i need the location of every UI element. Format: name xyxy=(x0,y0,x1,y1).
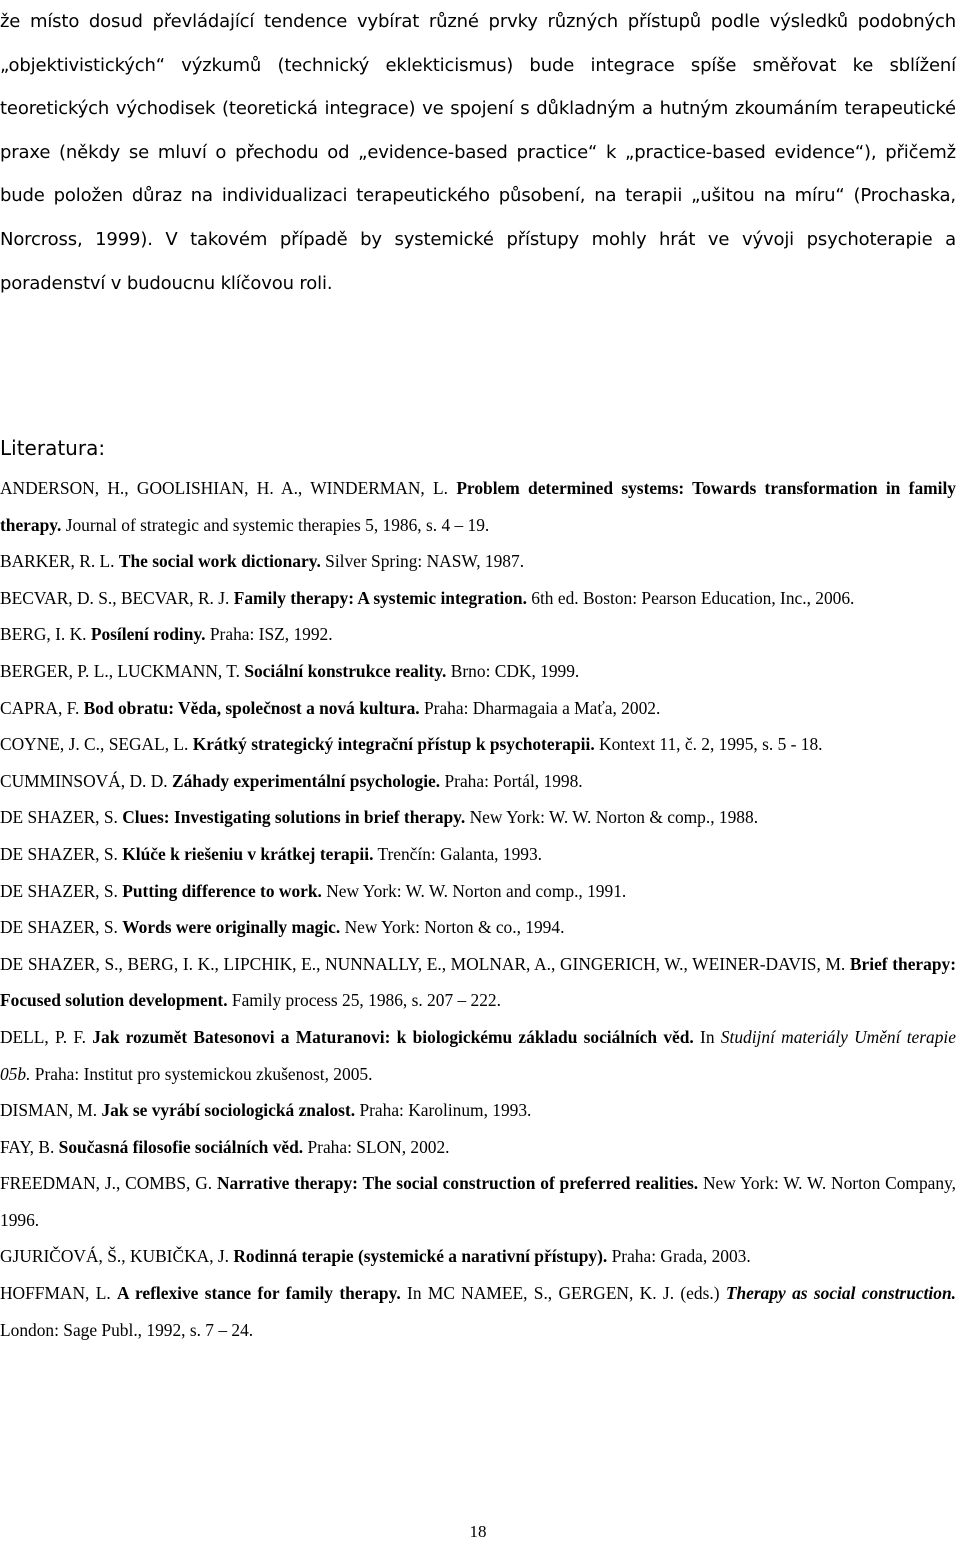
reference-authors: BECVAR, D. S., BECVAR, R. J. xyxy=(0,587,230,608)
reference-authors: DE SHAZER, S. xyxy=(0,843,118,864)
reference-in: In MC NAMEE, S., GERGEN, K. J. (eds.) xyxy=(407,1283,720,1304)
reference-publication: New York: Norton & co., 1994. xyxy=(344,917,565,938)
reference-title: Jak se vyrábí sociologická znalost. xyxy=(101,1100,356,1121)
reference-publication: Praha: SLON, 2002. xyxy=(307,1136,450,1157)
reference-publication: London: Sage Publ., 1992, s. 7 – 24. xyxy=(0,1319,254,1340)
reference-title: Posílení rodiny. xyxy=(90,624,206,645)
reference-authors: DELL, P. F. xyxy=(0,1026,87,1047)
reference-authors: CAPRA, F. xyxy=(0,697,80,718)
reference-item xyxy=(0,1019,956,1092)
reference-publication: Praha: ISZ, 1992. xyxy=(209,624,333,645)
reference-item xyxy=(0,726,956,763)
reference-title: The social work dictionary. xyxy=(118,551,321,572)
page-number: 18 xyxy=(469,1522,487,1541)
reference-publication: New York: W. W. Norton and comp., 1991. xyxy=(326,880,627,901)
reference-authors: FREEDMAN, J., COMBS, G. xyxy=(0,1173,213,1194)
reference-item xyxy=(0,873,956,910)
reference-authors: BERGER, P. L., LUCKMANN, T. xyxy=(0,660,240,681)
reference-authors: HOFFMAN, L. xyxy=(0,1283,111,1304)
reference-title: Brief therapy: Focused solution development. xyxy=(0,953,956,1011)
reference-title: A reflexive stance for family therapy. xyxy=(117,1283,401,1304)
reference-authors: BARKER, R. L. xyxy=(0,551,115,572)
reference-authors: CUMMINSOVÁ, D. D. xyxy=(0,770,168,791)
reference-item xyxy=(0,836,956,873)
reference-publication: 6th ed. Boston: Pearson Education, Inc., 2006. xyxy=(531,587,855,608)
references-heading: Literatura: xyxy=(0,436,106,460)
reference-item xyxy=(0,799,956,836)
reference-publication: New York: W. W. Norton & comp., 1988. xyxy=(469,807,759,828)
reference-item xyxy=(0,580,956,617)
reference-authors: DISMAN, M. xyxy=(0,1100,98,1121)
reference-title: Krátký strategický integrační přístup k psychoterapii. xyxy=(192,734,595,755)
reference-source-title: Studijní materiály Umění terapie 05b. xyxy=(0,1026,956,1084)
reference-publication: Praha: Grada, 2003. xyxy=(611,1246,751,1267)
reference-authors: DE SHAZER, S., BERG, I. K., LIPCHIK, E., NUNNALLY, E., MOLNAR, A., GINGERICH, W., WEINER-DAVIS, M. xyxy=(0,953,846,974)
reference-title: Současná filosofie sociálních věd. xyxy=(58,1136,304,1157)
reference-title: Putting difference to work. xyxy=(122,880,322,901)
reference-publication: Kontext 11, č. 2, 1995, s. 5 - 18. xyxy=(599,734,823,755)
reference-publication: Family process 25, 1986, s. 207 – 222. xyxy=(231,990,501,1011)
reference-authors: DE SHAZER, S. xyxy=(0,807,118,828)
reference-title: Jak rozumět Batesonovi a Maturanovi: k biologickému základu sociálních věd. xyxy=(92,1026,694,1047)
reference-item xyxy=(0,543,956,580)
reference-item xyxy=(0,1092,956,1129)
reference-authors: GJURIČOVÁ, Š., KUBIČKA, J. xyxy=(0,1246,229,1267)
reference-authors: DE SHAZER, S. xyxy=(0,880,118,901)
reference-authors: COYNE, J. C., SEGAL, L. xyxy=(0,734,189,755)
reference-publication: Praha: Dharmagaia a Maťa, 2002. xyxy=(423,697,661,718)
reference-publication: Praha: Portál, 1998. xyxy=(444,770,583,791)
reference-title: Words were originally magic. xyxy=(122,917,341,938)
reference-publication: Journal of strategic and systemic therapies 5, 1986, s. 4 – 19. xyxy=(65,514,490,535)
reference-item xyxy=(0,470,956,543)
reference-title: Záhady experimentální psychologie. xyxy=(172,770,441,791)
reference-authors: BERG, I. K. xyxy=(0,624,87,645)
reference-publication: New York: W. W. Norton Company, 1996. xyxy=(0,1173,956,1230)
reference-publication: Brno: CDK, 1999. xyxy=(450,660,580,681)
reference-title: Klúče k riešeniu v krátkej terapii. xyxy=(122,843,374,864)
reference-title: Family therapy: A systemic integration. xyxy=(233,587,527,608)
reference-publication: Praha: Institut pro systemickou zkušenost, 2005. xyxy=(34,1063,373,1084)
reference-authors: ANDERSON, H., GOOLISHIAN, H. A., WINDERMAN, L. xyxy=(0,478,448,498)
reference-item xyxy=(0,1165,956,1238)
reference-item xyxy=(0,653,956,690)
reference-title: Narrative therapy: The social construction of preferred realities. xyxy=(216,1173,699,1194)
reference-title: Clues: Investigating solutions in brief therapy. xyxy=(122,807,466,828)
reference-item xyxy=(0,909,956,946)
reference-source-title: Therapy as social construction. xyxy=(725,1283,956,1304)
reference-item xyxy=(0,763,956,800)
reference-item xyxy=(0,1129,956,1166)
reference-item xyxy=(0,616,956,653)
reference-authors: FAY, B. xyxy=(0,1136,55,1157)
reference-item xyxy=(0,1275,956,1348)
reference-publication: Silver Spring: NASW, 1987. xyxy=(325,551,525,572)
reference-title: Rodinná terapie (systemické a narativní přístupy). xyxy=(233,1246,608,1267)
reference-authors: DE SHAZER, S. xyxy=(0,917,118,938)
reference-title: Bod obratu: Věda, společnost a nová kultura. xyxy=(83,697,420,718)
reference-in: In xyxy=(700,1026,715,1047)
body-paragraph: že místo dosud převládající tendence vybírat různé prvky různých přístupů podle výsledků podobných „objektivistických“ výzkumů (technický eklekticismus) bude integrace spíše směřovat ke sblížení teoretických východisek (teoretická integrace) ve spojení s důkladným a hutným zkoumáním terapeutické praxe (někdy se mluví o přechodu od „evidence-based practice“ k „practice-based evidence“), přičemž bude položen důraz na individualizaci terapeutického působení, na terapii „ušitou na míru“ (Prochaska, Norcross, 1999). V takovém případě by systemické přístupy mohly hrát ve vývoji psychoterapie a poradenství v budoucnu klíčovou roli. xyxy=(0,11,956,294)
reference-publication: Praha: Karolinum, 1993. xyxy=(359,1100,532,1121)
reference-title: Problem determined systems: Towards transformation in family therapy. xyxy=(0,478,956,535)
reference-publication: Trenčín: Galanta, 1993. xyxy=(377,843,543,864)
reference-item xyxy=(0,946,956,1019)
reference-title: Sociální konstrukce reality. xyxy=(244,660,447,681)
reference-item xyxy=(0,1238,956,1275)
reference-list xyxy=(0,470,956,1348)
reference-item xyxy=(0,690,956,727)
